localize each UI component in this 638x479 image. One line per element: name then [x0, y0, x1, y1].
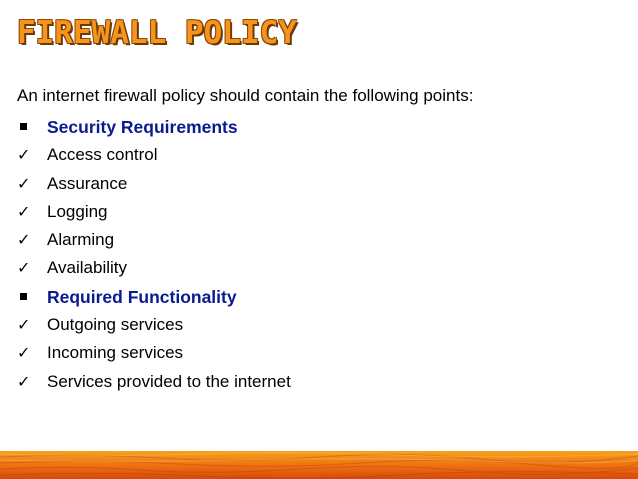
list-item-label: Availability — [47, 258, 128, 278]
check-icon: ✓ — [17, 343, 31, 363]
check-icon: ✓ — [17, 371, 31, 391]
bar-texture-graphic — [0, 451, 638, 479]
list-item-label: Incoming services — [47, 343, 184, 363]
check-icon: ✓ — [17, 258, 31, 278]
list-item-label: Outgoing services — [47, 315, 184, 335]
list-item-label: Assurance — [47, 173, 128, 193]
list-item-label: Security Requirements — [47, 117, 238, 137]
check-icon: ✓ — [17, 230, 31, 250]
list-item-label: Access control — [47, 145, 158, 165]
list-item-label: Logging — [47, 201, 108, 221]
check-icon: ✓ — [17, 315, 31, 335]
slide-title: FIREWALL POLICY — [17, 15, 297, 51]
bottom-decorative-bar — [0, 451, 638, 479]
check-icon: ✓ — [17, 173, 31, 193]
intro-text: An internet firewall policy should contain the following points: — [17, 86, 474, 105]
check-icon: ✓ — [17, 201, 31, 221]
list-item-label: Required Functionality — [47, 286, 237, 307]
list-item-label: Services provided to the internet — [47, 371, 291, 391]
list-item-label: Alarming — [47, 230, 115, 250]
check-icon: ✓ — [17, 145, 31, 165]
